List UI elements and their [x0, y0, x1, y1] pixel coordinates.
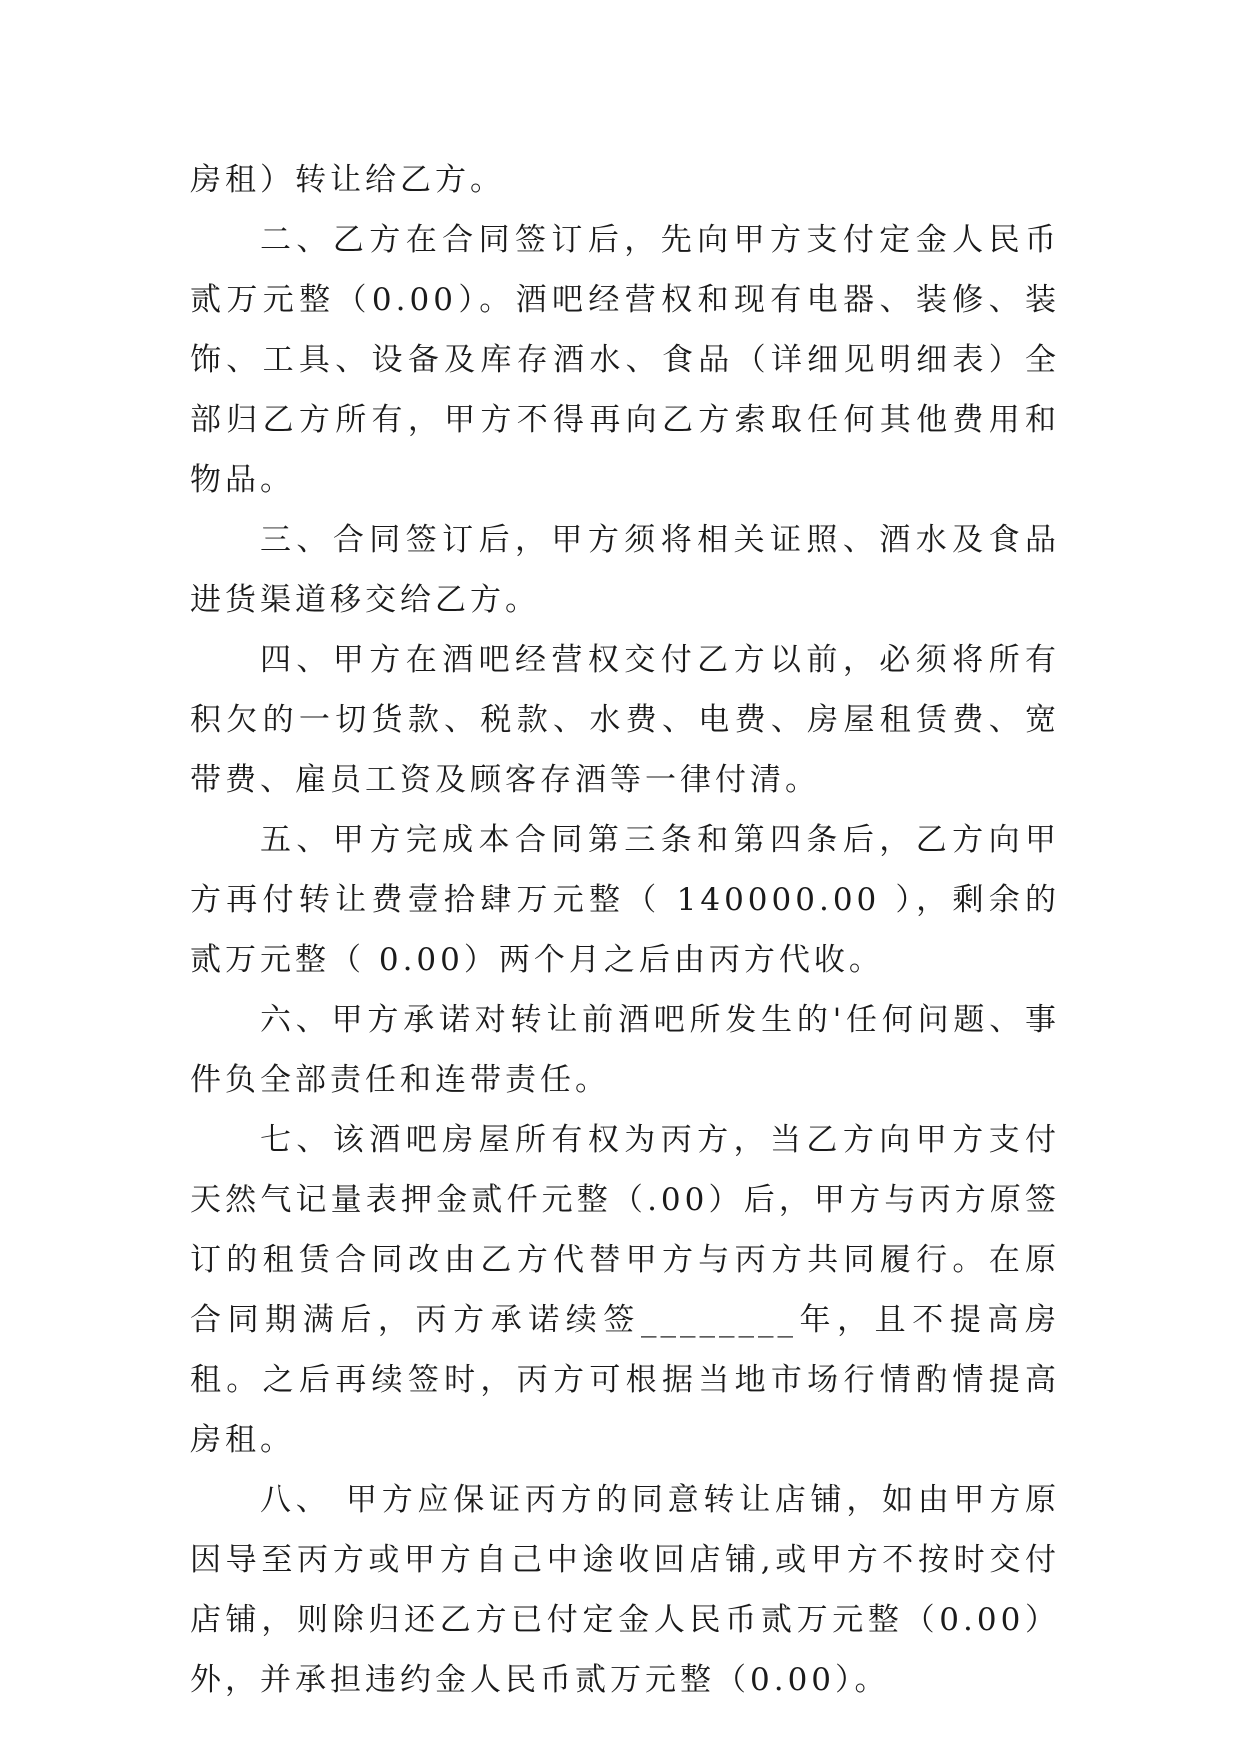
document-page: [190, 150, 1060, 1710]
clause-3: 三、合同签订后，甲方须将相关证照、酒水及食品进货渠道移交给乙方。: [190, 522, 1060, 618]
paragraph-continuation: 房租）转让给乙方。: [190, 162, 505, 198]
clause-4: 四、甲方在酒吧经营权交付乙方以前，必须将所有积欠的一切货款、税款、水费、电费、房屋租赁费、宽带费、雇员工资及顾客存酒等一律付清。: [190, 642, 1060, 798]
clause-7: 七、该酒吧房屋所有权为丙方，当乙方向甲方支付天然气记量表押金贰仟元整（.00）后，甲方与丙方原签订的租赁合同改由乙方代替甲方与丙方共同履行。在原合同期满后，丙方承诺续签________年，且不提高房租。之后再续签时，丙方可根据当地市场行情酌情提高房租。: [190, 1122, 1060, 1458]
clause-8: 八、 甲方应保证丙方的同意转让店铺，如由甲方原因导至丙方或甲方自己中途收回店铺,或甲方不按时交付店铺，则除归还乙方已付定金人民币贰万元整（0.00）外，并承担违约金人民币贰万元整（0.00）。: [190, 1482, 1060, 1698]
clause-2: 二、乙方在合同签订后，先向甲方支付定金人民币贰万元整（0.00）。酒吧经营权和现有电器、装修、装饰、工具、设备及库存酒水、食品（详细见明细表）全部归乙方所有，甲方不得再向乙方索取任何其他费用和物品。: [190, 222, 1060, 498]
clause-6: 六、甲方承诺对转让前酒吧所发生的'任何问题、事件负全部责任和连带责任。: [190, 1002, 1060, 1098]
clause-5: 五、甲方完成本合同第三条和第四条后，乙方向甲方再付转让费壹拾肆万元整（ 140000.00 ），剩余的贰万元整（ 0.00）两个月之后由丙方代收。: [190, 822, 1060, 978]
